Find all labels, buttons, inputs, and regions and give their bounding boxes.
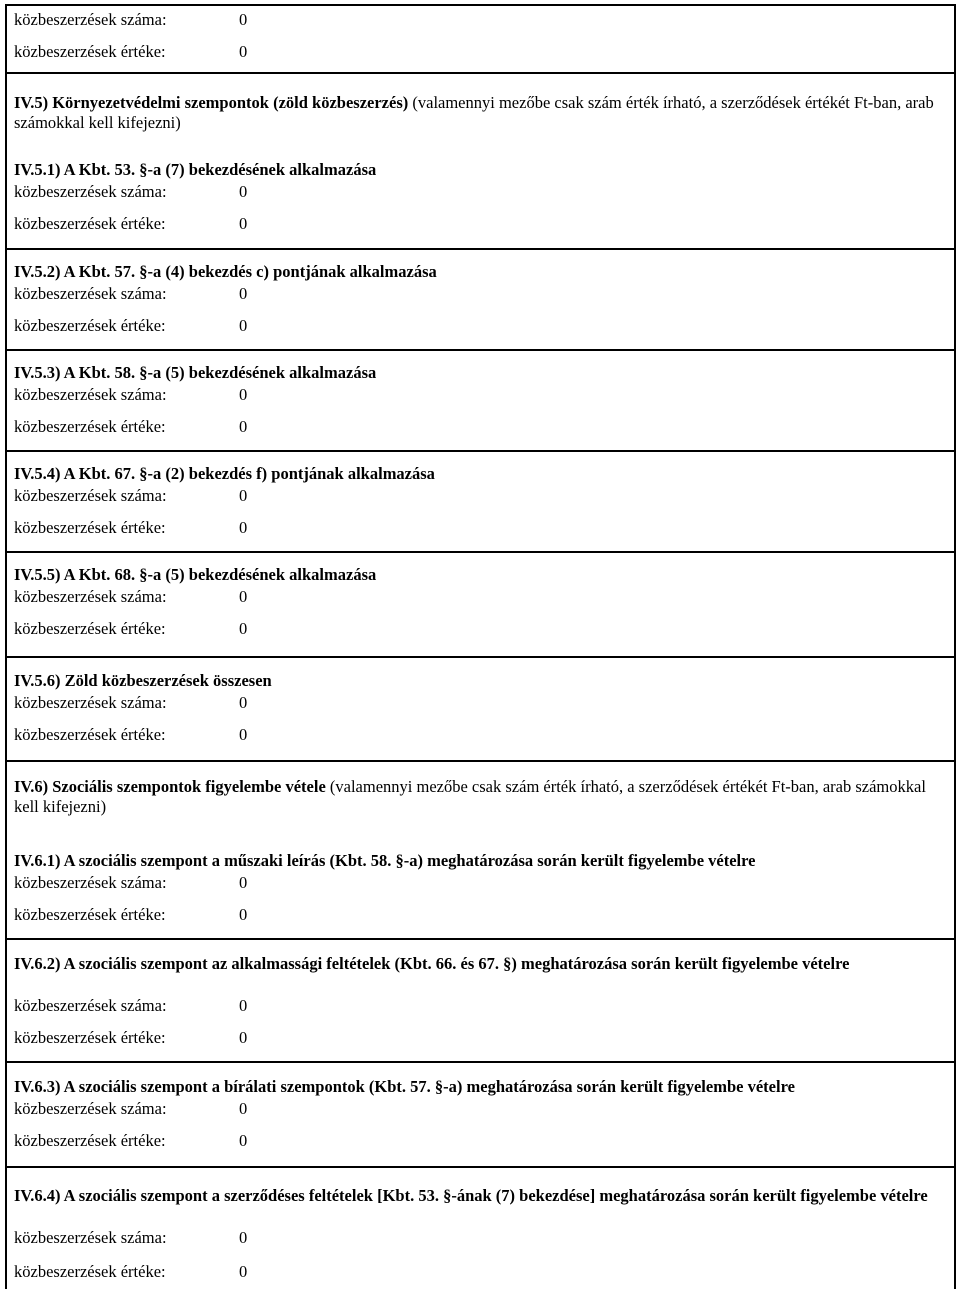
count-row [14, 486, 247, 506]
subsection-title: IV.5.2) A Kbt. 57. §-a (4) bekezdés c) pontjának alkalmazása [14, 262, 437, 281]
section-iv5-6-total [7, 656, 954, 760]
count-value: 0 [239, 385, 248, 404]
count-label: közbeszerzések száma: [14, 873, 167, 892]
value-row [14, 1262, 247, 1282]
value-row [14, 417, 247, 437]
section-heading-note: (valamennyi mezőbe csak szám érték írható, a szerződések értékét Ft-ban, arab számokkal kell kifejezni) [14, 93, 934, 132]
section-heading [14, 93, 942, 133]
subsection-iv5-4 [7, 450, 954, 552]
count-value: 0 [239, 587, 248, 606]
value-label: közbeszerzések értéke: [14, 1028, 166, 1047]
value-row [14, 725, 247, 745]
section-heading-note: (valamennyi mezőbe csak szám érték írható, a szerződések értékét Ft-ban, arab számokkal kell kifejezni) [14, 777, 926, 816]
count-label: közbeszerzések száma: [14, 587, 167, 606]
report-form [5, 4, 956, 1289]
count-value: 0 [239, 996, 248, 1015]
value-value: 0 [239, 316, 248, 335]
count-row [14, 182, 247, 202]
subsection-title: IV.5.4) A Kbt. 67. §-a (2) bekezdés f) pontjának alkalmazása [14, 464, 435, 483]
subsection-title: IV.6.1) A szociális szempont a műszaki leírás (Kbt. 58. §-a) meghatározása során került figyelembe vételre [14, 851, 756, 870]
value-label: közbeszerzések értéke: [14, 518, 166, 537]
count-row [14, 10, 247, 30]
count-row [14, 1228, 247, 1248]
value-value: 0 [239, 42, 248, 61]
subsection-iv6-3 [7, 1061, 954, 1168]
value-value: 0 [239, 1262, 248, 1281]
count-label: közbeszerzések száma: [14, 486, 167, 505]
value-label: közbeszerzések értéke: [14, 619, 166, 638]
value-value: 0 [239, 1028, 248, 1047]
count-value: 0 [239, 1228, 248, 1247]
subsection-title: IV.5.6) Zöld közbeszerzések összesen [14, 671, 272, 690]
subsection-title: IV.5.1) A Kbt. 53. §-a (7) bekezdésének alkalmazása [14, 160, 377, 179]
count-label: közbeszerzések száma: [14, 1099, 167, 1118]
value-value: 0 [239, 905, 248, 924]
subsection-title: IV.5.3) A Kbt. 58. §-a (5) bekezdésének alkalmazása [14, 363, 377, 382]
value-label: közbeszerzések értéke: [14, 1131, 166, 1150]
subsection-title: IV.6.4) A szociális szempont a szerződéses feltételek [Kbt. 53. §-ának (7) bekezdése] meghatározása során került figyelembe vételre [14, 1186, 928, 1205]
value-value: 0 [239, 518, 248, 537]
count-value: 0 [239, 284, 248, 303]
subsection-iv5-1 [7, 160, 954, 248]
value-row [14, 905, 247, 925]
count-row [14, 385, 247, 405]
value-value: 0 [239, 619, 248, 638]
count-row [14, 284, 247, 304]
value-row [14, 42, 247, 62]
section-iv5 [7, 72, 954, 656]
value-label: közbeszerzések értéke: [14, 905, 166, 924]
count-value: 0 [239, 1099, 248, 1118]
subsection-iv6-1 [7, 851, 954, 938]
count-label: közbeszerzések száma: [14, 1228, 167, 1247]
subsection-iv5-3 [7, 349, 954, 451]
count-row [14, 1099, 247, 1119]
count-value: 0 [239, 182, 248, 201]
count-label: közbeszerzések száma: [14, 996, 167, 1015]
value-value: 0 [239, 1131, 248, 1150]
section-iv6 [7, 760, 954, 1291]
count-row [14, 587, 247, 607]
section-heading [14, 777, 942, 817]
count-label: közbeszerzések száma: [14, 284, 167, 303]
value-value: 0 [239, 725, 248, 744]
count-value: 0 [239, 873, 248, 892]
section-heading-bold: IV.6) Szociális szempontok figyelembe vétele [14, 777, 326, 796]
count-label: közbeszerzések száma: [14, 693, 167, 712]
count-label: közbeszerzések száma: [14, 10, 167, 29]
value-label: közbeszerzések értéke: [14, 316, 166, 335]
count-row [14, 873, 247, 893]
subsection-title: IV.6.2) A szociális szempont az alkalmassági feltételek (Kbt. 66. és 67. §) meghatározása során került figyelembe vételre [14, 954, 850, 973]
subsection-iv6-4 [7, 1166, 954, 1293]
count-label: közbeszerzések száma: [14, 182, 167, 201]
subsection-title: IV.5.5) A Kbt. 68. §-a (5) bekezdésének alkalmazása [14, 565, 377, 584]
count-label: közbeszerzések száma: [14, 385, 167, 404]
count-row [14, 996, 247, 1016]
value-label: közbeszerzések értéke: [14, 417, 166, 436]
value-label: közbeszerzések értéke: [14, 214, 166, 233]
count-value: 0 [239, 10, 248, 29]
value-row [14, 316, 247, 336]
previous-section-cell [7, 6, 954, 68]
value-label: közbeszerzések értéke: [14, 725, 166, 744]
value-row [14, 214, 247, 234]
section-heading-bold: IV.5) Környezetvédelmi szempontok (zöld közbeszerzés) [14, 93, 409, 112]
subsection-iv5-5 [7, 551, 954, 658]
value-row [14, 1028, 247, 1048]
count-row [14, 693, 247, 713]
subsection-iv5-2 [7, 248, 954, 350]
count-value: 0 [239, 693, 248, 712]
value-value: 0 [239, 214, 248, 233]
subsection-iv6-2 [7, 938, 954, 1062]
count-value: 0 [239, 486, 248, 505]
value-label: közbeszerzések értéke: [14, 1262, 166, 1281]
value-row [14, 1131, 247, 1151]
subsection-title: IV.6.3) A szociális szempont a bírálati szempontok (Kbt. 57. §-a) meghatározása során került figyelembe vételre [14, 1077, 795, 1096]
value-value: 0 [239, 417, 248, 436]
value-label: közbeszerzések értéke: [14, 42, 166, 61]
value-row [14, 619, 247, 639]
value-row [14, 518, 247, 538]
